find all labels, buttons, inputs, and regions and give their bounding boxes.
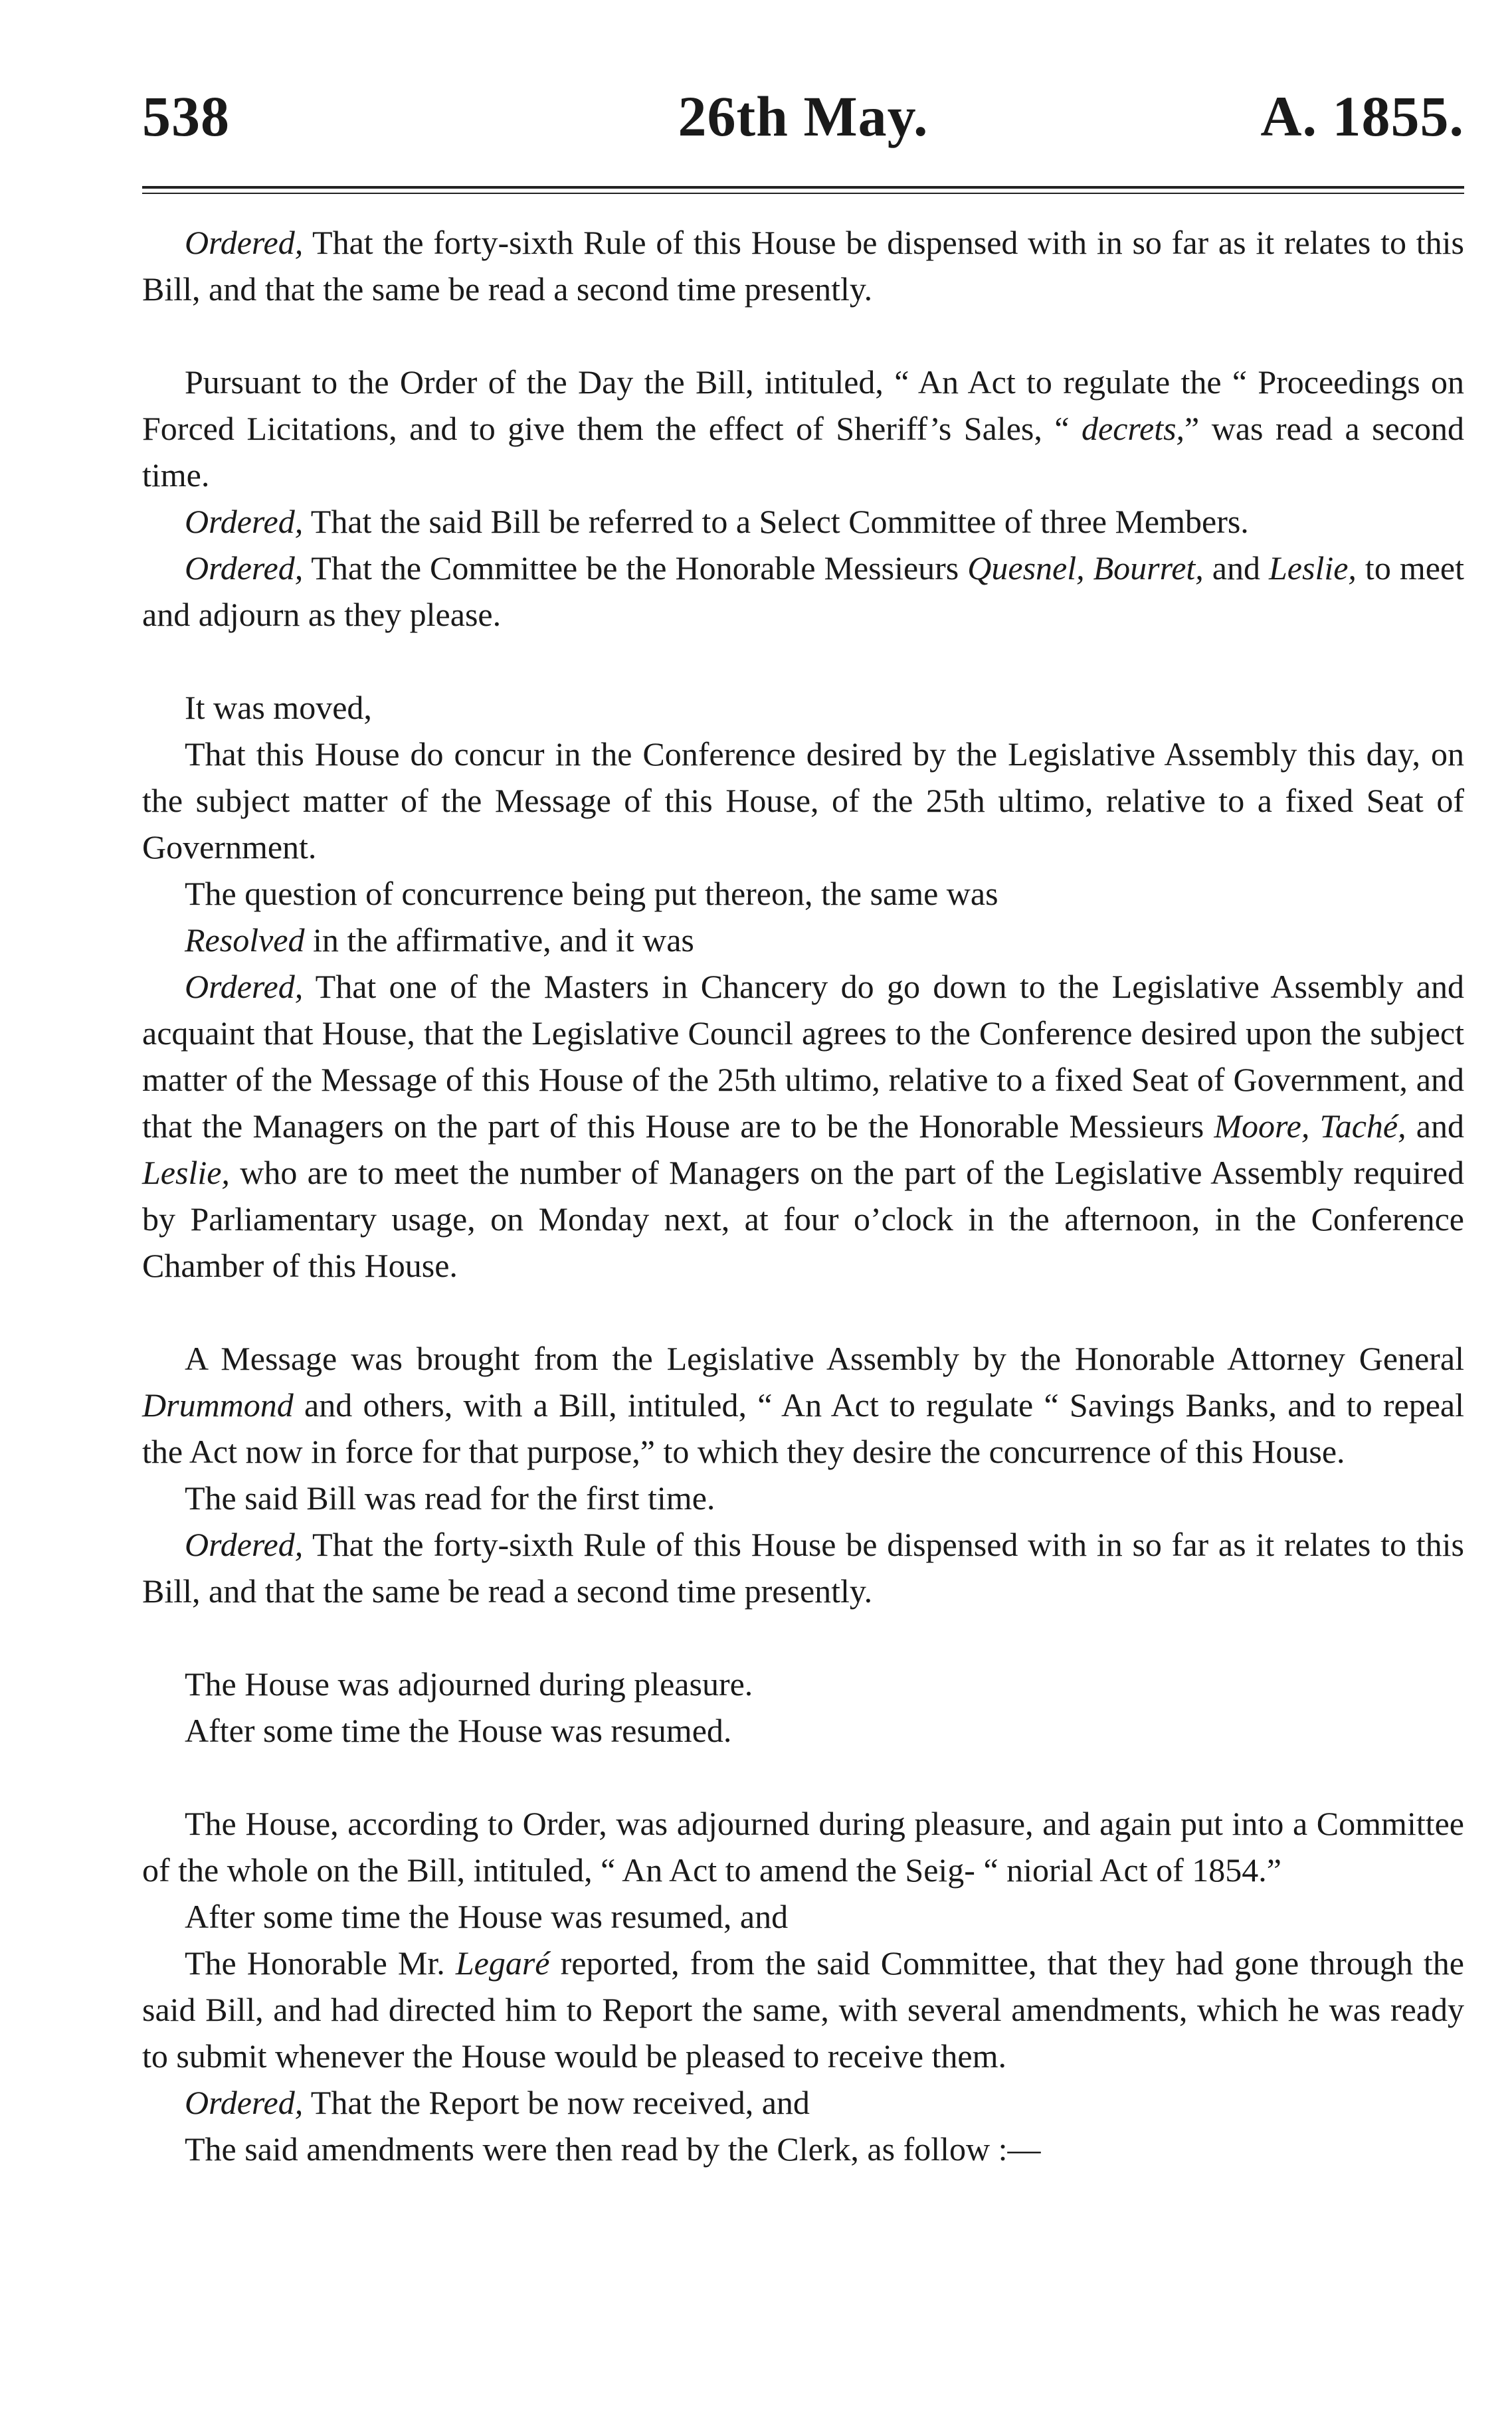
header-rule-thick [142, 186, 1464, 189]
member-name: Leslie, [1269, 549, 1357, 587]
paragraph-text-end: to meet and adjourn as they please. [142, 549, 1464, 633]
paragraph-text-end: ” was read a second time. [142, 410, 1464, 494]
paragraph-text: That the forty-sixth Rule of this House be dispensed with in so far as it relates to this Bill, and that the same be read a second time presently. [142, 224, 1464, 308]
header-rule-thin [142, 193, 1464, 194]
paragraph-message-savings-banks [142, 1335, 1464, 1475]
document-body [142, 219, 1464, 2172]
paragraph-text: A Message was brought from the Legislative Assembly by the Honorable Attorney General [185, 1340, 1464, 1377]
paragraph-order-rule-dispensed-2 [142, 1521, 1464, 1614]
paragraph-text: The Honorable Mr. [185, 1944, 456, 1982]
document-page [142, 80, 1464, 2168]
page-header [142, 80, 1464, 179]
paragraph-text: That the Report be now received, and [303, 2084, 810, 2121]
paragraph-gap [142, 1614, 1464, 1661]
paragraph-resolved [142, 917, 1464, 963]
ordered-label: Ordered, [185, 2084, 304, 2121]
paragraph-amendments-read: The said amendments were then read by the Clerk, as follow :— [185, 2130, 1041, 2168]
paragraph-text-end: who are to meet the number of Managers on the part of the Legislative Assembly required by Parliamentary usage, on Monday next, at four o’clock in the afternoon, in the Conference Chamber of this House. [142, 1154, 1464, 1284]
paragraph-report [142, 1940, 1464, 2079]
ordered-label: Ordered, [185, 224, 304, 261]
paragraph-gap [142, 312, 1464, 359]
paragraph-first-reading: The said Bill was read for the first time. [185, 1479, 715, 1517]
italic-term: decrets, [1082, 410, 1185, 447]
paragraph-text: in the affirmative, and it was [304, 921, 694, 959]
ordered-label: Ordered, [185, 1526, 304, 1563]
paragraph-gap [142, 638, 1464, 684]
paragraph-text: That the forty-sixth Rule of this House be dispensed with in so far as it relates to this Bill, and that the same be read a second time presently. [142, 1526, 1464, 1610]
paragraph-resumed-2: After some time the House was resumed, and [185, 1898, 789, 1935]
paragraph-adjourned: The House was adjourned during pleasure. [185, 1665, 753, 1703]
paragraph-text: That the said Bill be referred to a Select Committee of three Members. [303, 503, 1249, 540]
paragraph-select-committee [142, 498, 1464, 545]
page-number: 538 [142, 84, 230, 148]
paragraph-committee-members [142, 545, 1464, 638]
member-name: Taché, [1319, 1107, 1406, 1145]
conjunction: and [1406, 1107, 1464, 1145]
paragraph-text: That the Committee be the Honorable Messieurs [303, 549, 968, 587]
ordered-label: Ordered, [185, 549, 304, 587]
member-name: Moore, [1214, 1107, 1310, 1145]
paragraph-committee-whole: The House, according to Order, was adjourned during pleasure, and again put into a Committee of the whole on the Bill, intituled, “ An Act to amend the Seig- “ niorial Act of 1854.” [142, 1805, 1464, 1889]
paragraph-text: That one of the Masters in Chancery do go down to the Legislative Assembly and acquaint that House, that the Legislative Council agrees to the Conference desired upon the subject matter of the Message of this House of the 25th ultimo, relative to a fixed Seat of Government, and that the Managers on the part of this House are to be the Honorable Messieurs [142, 968, 1464, 1145]
paragraph-moved: It was moved, [185, 689, 372, 726]
header-year: A. 1855. [1260, 84, 1464, 148]
ordered-label: Ordered, [185, 968, 304, 1005]
ordered-label: Ordered, [185, 503, 304, 540]
member-name: Bourret, [1093, 549, 1204, 587]
member-name: Quesnel, [967, 549, 1085, 587]
paragraph-motion: That this House do concur in the Conference desired by the Legislative Assembly this day, on the subject matter of the Message of this House, of the 25th ultimo, relative to a fixed Seat of Government. [142, 735, 1464, 866]
header-date: 26th May. [678, 84, 929, 148]
paragraph-text: Pursuant to the Order of the Day the Bill, intituled, “ An Act to regulate the “ Proceedings on Forced Licitations, and to give them the effect of Sheriff’s Sales, “ [142, 363, 1464, 447]
member-name: Legaré [455, 1944, 550, 1982]
paragraph-report-received [142, 2079, 1464, 2126]
paragraph-gap [142, 1754, 1464, 1800]
paragraph-question: The question of concurrence being put thereon, the same was [185, 875, 998, 912]
member-name: Leslie, [142, 1154, 230, 1191]
resolved-label: Resolved [185, 921, 305, 959]
paragraph-second-reading [142, 359, 1464, 498]
paragraph-text-end: and others, with a Bill, intituled, “ An Act to regulate “ Savings Banks, and to repeal the Act now in force for that purpose,” to which they desire the concurrence of this House. [142, 1386, 1464, 1470]
member-name: Drummond [142, 1386, 294, 1424]
paragraph-order-rule-dispensed [142, 219, 1464, 312]
paragraph-resumed: After some time the House was resumed. [185, 1712, 732, 1749]
paragraph-conference-managers [142, 963, 1464, 1289]
paragraph-gap [142, 1289, 1464, 1335]
conjunction: and [1203, 549, 1269, 587]
paragraph-text-end: reported, from the said Committee, that they had gone through the said Bill, and had directed him to Report the same, with several amendments, which he was ready to submit whenever the House would be pleased to receive them. [142, 1944, 1464, 2075]
